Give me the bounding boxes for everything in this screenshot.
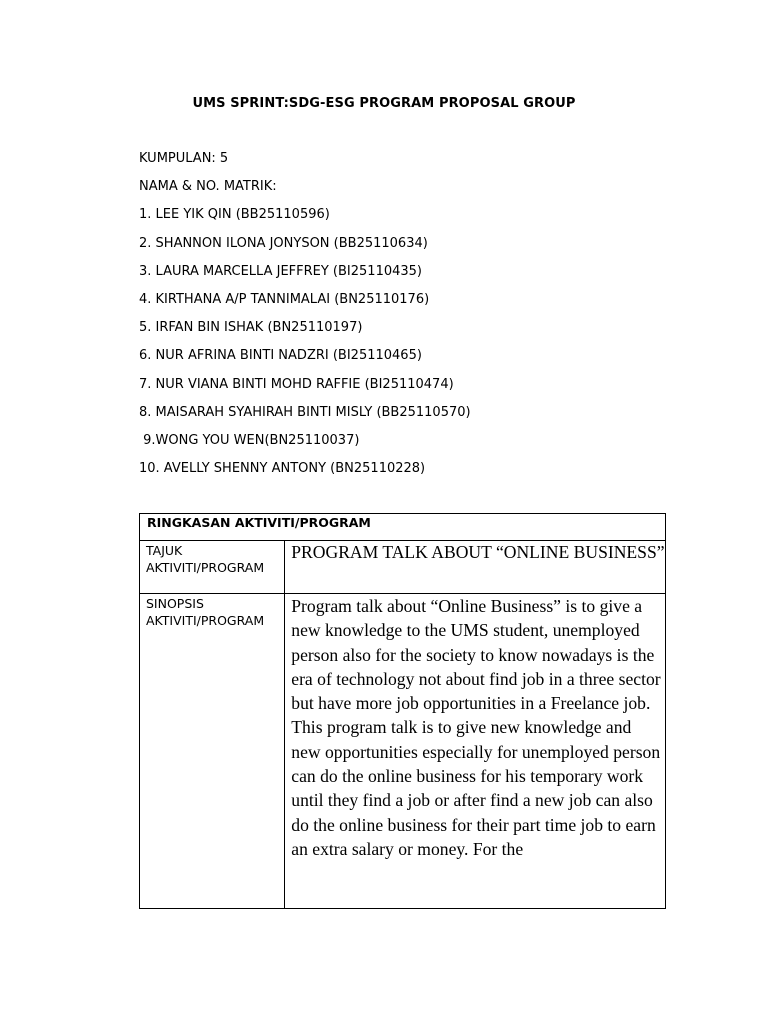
member-item: 6. NUR AFRINA BINTI NADZRI (BI25110465) — [139, 348, 422, 364]
member-item: 10. AVELLY SHENNY ANTONY (BN25110228) — [139, 461, 426, 477]
group-number: KUMPULAN: 5 — [139, 151, 229, 166]
member-item: 7. NUR VIANA BINTI MOHD RAFFIE (BI25110474) — [139, 376, 454, 392]
synopsis-text: Program talk about “Online Business” is to give a new knowledge to the UMS student, unemployed person also for the society to know nowadays is the era of technology not about find job in a three sector but have more job opportunities in a Freelance job. This program talk is to give new knowledge and new opportunities especially for unemployed person can do the online business for his temporary work until they find a job or after find a new job can also do the online business for their part time job to earn an extra salary or money. For the — [291, 596, 661, 859]
member-item: 4. KIRTHANA A/P TANNIMALAI (BN25110176) — [139, 291, 430, 307]
table-row — [140, 594, 666, 909]
program-title-cell: PROGRAM TALK ABOUT “ONLINE BUSINESS” — [285, 541, 666, 594]
title-label-cell: TAJUK AKTIVITI/PROGRAM — [140, 541, 285, 594]
activity-summary-table — [139, 513, 666, 909]
member-item: 5. IRFAN BIN ISHAK (BN25110197) — [139, 320, 363, 336]
table-row — [140, 541, 666, 594]
synopsis-label-cell: SINOPSIS AKTIVITI/PROGRAM — [140, 594, 285, 909]
summary-header-row — [140, 514, 666, 541]
group-info — [139, 150, 471, 488]
member-list — [139, 206, 471, 488]
member-item: 1. LEE YIK QIN (BB25110596) — [139, 207, 330, 223]
member-item: 2. SHANNON ILONA JONYSON (BB25110634) — [139, 235, 428, 251]
members-heading: NAMA & NO. MATRIK: — [139, 179, 277, 195]
member-item: 9.WONG YOU WEN(BN25110037) — [139, 432, 360, 448]
synopsis-cell — [285, 594, 666, 909]
document-title: UMS SPRINT:SDG-ESG PROGRAM PROPOSAL GROUP — [192, 96, 576, 111]
member-item: 8. MAISARAH SYAHIRAH BINTI MISLY (BB25110570) — [139, 404, 471, 420]
summary-header: RINGKASAN AKTIVITI/PROGRAM — [140, 514, 666, 541]
member-item: 3. LAURA MARCELLA JEFFREY (BI25110435) — [139, 263, 422, 279]
